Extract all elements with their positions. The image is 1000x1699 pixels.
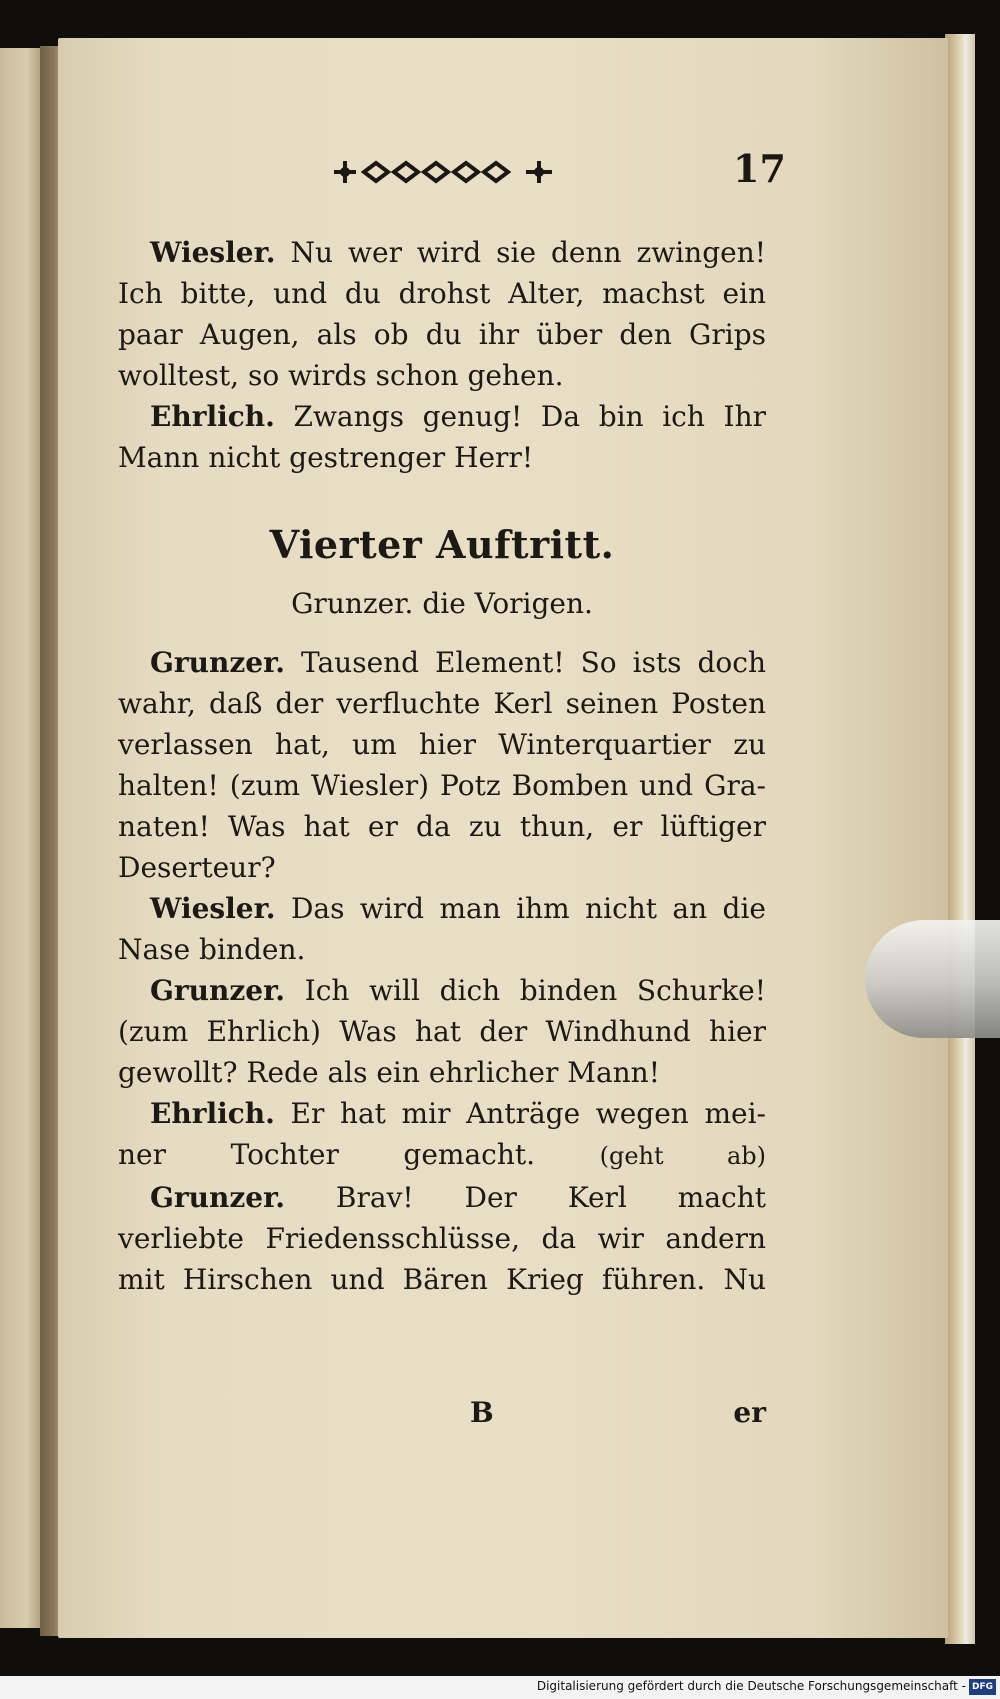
text-line <box>118 1177 766 1218</box>
text-line: Mann nicht gestrenger Herr! <box>118 441 534 474</box>
text-line: verliebte Friedensschlüsse, da wir andern <box>118 1222 766 1255</box>
text-line <box>118 642 766 683</box>
text-line: Ich bitte, und du drohst Alter, machst ein <box>118 277 766 310</box>
scene-characters: Grunzer. die Vorigen. <box>291 587 593 620</box>
text-line: paar Augen, als ob du ihr über den Grips <box>118 318 766 351</box>
speech-text: ner Tochter gemacht. <box>118 1138 536 1171</box>
page-stack-edge <box>945 34 975 1644</box>
text-line: (zum Ehrlich) Was hat der Windhund hier <box>118 1015 766 1048</box>
speech-text: Nu wer wird sie denn zwingen! <box>275 236 766 269</box>
text-line: Nase binden. <box>118 933 306 966</box>
text-line <box>118 1134 766 1177</box>
speaker-name: Wiesler. <box>150 892 276 925</box>
text-line: halten! (zum Wiesler) Potz Bomben und Gra- <box>118 769 766 802</box>
text-line: mit Hirschen und Bären Krieg führen. Nu <box>118 1263 766 1296</box>
text-line: Deserteur? <box>118 851 276 884</box>
text-line <box>118 970 766 1011</box>
ornament-icon <box>328 152 560 192</box>
footer-bar <box>0 1676 1000 1699</box>
page-clip <box>865 920 1000 1038</box>
page-number: 17 <box>733 146 786 191</box>
signature-mark: B <box>470 1396 494 1429</box>
catchword: er <box>733 1396 766 1429</box>
speech-text: Tausend Element! So ists doch <box>285 646 766 679</box>
dfg-logo-icon: DFG <box>969 1679 996 1695</box>
speaker-name: Grunzer. <box>150 974 286 1007</box>
text-line: verlassen hat, um hier Winterquartier zu <box>118 728 766 761</box>
stage-direction: (geht ab) <box>599 1142 766 1170</box>
page-footer-marks <box>118 1396 766 1436</box>
speech-text: Ich will dich binden Schurke! <box>285 974 766 1007</box>
speaker-name: Ehrlich. <box>150 400 275 433</box>
text-line: wahr, daß der verfluchte Kerl seinen Posten <box>118 687 766 720</box>
text-line <box>118 888 766 929</box>
speaker-name: Grunzer. <box>150 646 286 679</box>
speaker-name: Wiesler. <box>150 236 276 269</box>
scene-title: Vierter Auftritt. <box>269 522 615 567</box>
speech-text: Brav! Der Kerl macht <box>285 1181 766 1214</box>
speech-text: Er hat mir Anträge wegen mei- <box>274 1097 766 1130</box>
text-line <box>118 396 766 437</box>
text-line: gewollt? Rede als ein ehrlicher Mann! <box>118 1056 660 1089</box>
speech-text: Zwangs genug! Da bin ich Ihr <box>274 400 766 433</box>
text-line <box>118 1093 766 1134</box>
speaker-name: Grunzer. <box>150 1181 286 1214</box>
speech-text: Das wird man ihm nicht an die <box>275 892 766 925</box>
text-line: wolltest, so wirds schon gehen. <box>118 359 564 392</box>
text-line <box>118 232 766 273</box>
speaker-name: Ehrlich. <box>150 1097 275 1130</box>
page-header <box>328 146 786 192</box>
funding-credit: Digitalisierung gefördert durch die Deutsche Forschungsgemeinschaft - <box>536 1679 966 1693</box>
page-text <box>118 232 766 1300</box>
text-line: naten! Was hat er da zu thun, er lüftiger <box>118 810 766 843</box>
